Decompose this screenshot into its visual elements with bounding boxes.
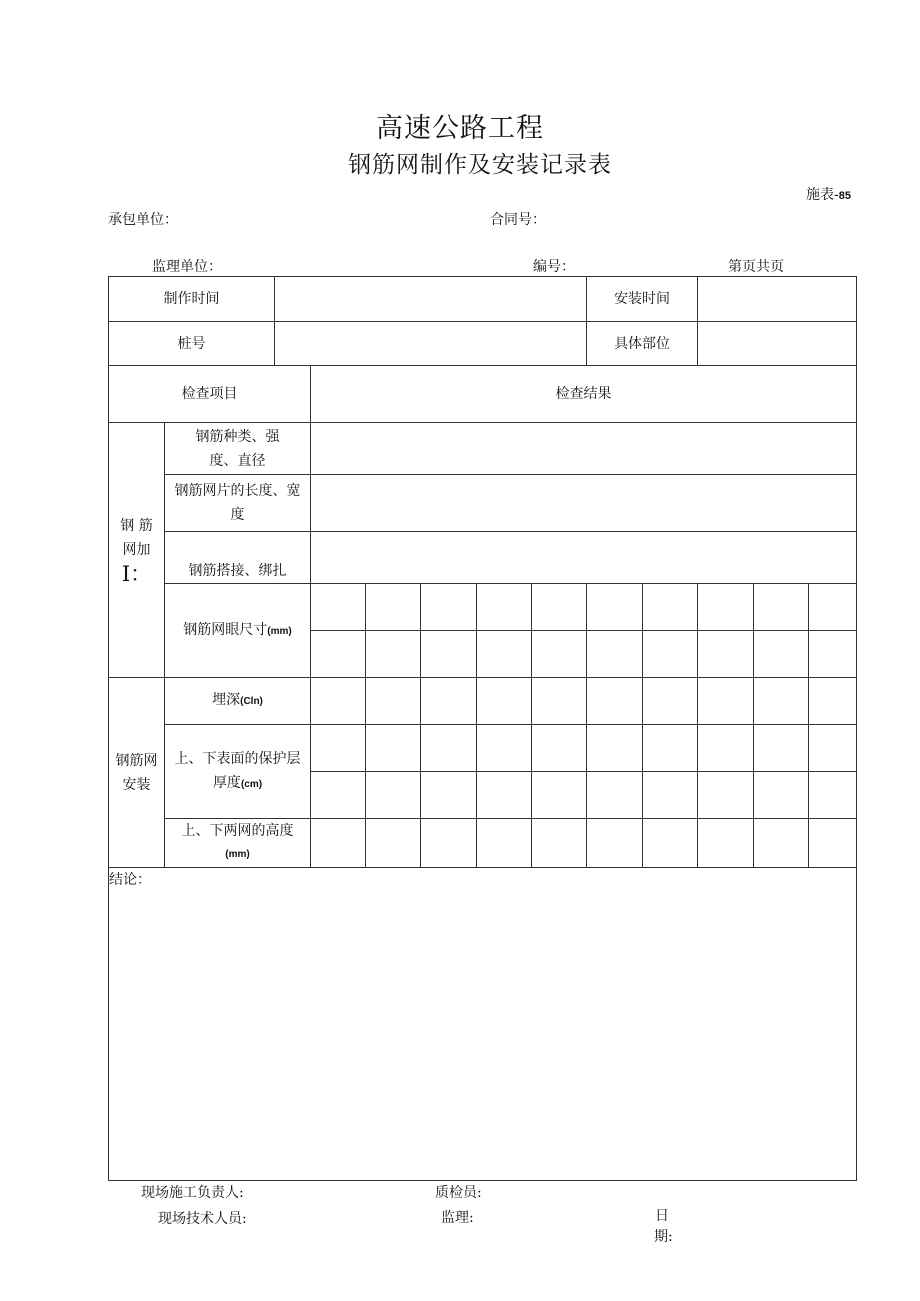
contractor-label: 承包单位：	[108, 212, 178, 228]
lap-binding-result[interactable]	[311, 532, 857, 584]
mesh-cell[interactable]	[477, 584, 532, 631]
mesh-cell[interactable]	[532, 584, 587, 631]
cover-cell[interactable]	[754, 772, 809, 819]
cover-cell[interactable]	[366, 725, 421, 772]
height-cell[interactable]	[587, 819, 643, 868]
cover-cell[interactable]	[311, 725, 366, 772]
doc-title: 高速公路工程	[376, 113, 544, 144]
cover-thickness-label: 上、下表面的保护层 厚度(cm)	[165, 725, 311, 819]
cover-cell[interactable]	[698, 772, 754, 819]
mesh-size-label: 钢筋网片的长度、宽 度	[165, 475, 311, 532]
pile-no-label: 桩号	[109, 322, 275, 366]
height-cell[interactable]	[311, 819, 366, 868]
location-value[interactable]	[698, 322, 857, 366]
qc-label: 质检员:	[435, 1185, 482, 1201]
mesh-cell[interactable]	[754, 631, 809, 678]
cover-cell[interactable]	[809, 725, 857, 772]
install-time-label: 安装时间	[587, 277, 698, 322]
cover-cell[interactable]	[421, 772, 477, 819]
mesh-cell[interactable]	[809, 584, 857, 631]
mesh-opening-label: 钢筋网眼尺寸(mm)	[165, 584, 311, 678]
cover-cell[interactable]	[421, 725, 477, 772]
height-cell[interactable]	[421, 819, 477, 868]
site-manager-label: 现场施工负责人:	[141, 1185, 244, 1201]
processing-group-label: 钢 筋 网加 I：	[109, 423, 165, 678]
depth-cell[interactable]	[311, 678, 366, 725]
check-result-header: 检查结果	[311, 366, 857, 423]
cover-cell[interactable]	[754, 725, 809, 772]
cover-cell[interactable]	[809, 772, 857, 819]
make-time-label: 制作时间	[109, 277, 275, 322]
mesh-cell[interactable]	[311, 584, 366, 631]
form-code-number: 85	[838, 190, 851, 202]
mesh-cell[interactable]	[643, 631, 698, 678]
install-time-value[interactable]	[698, 277, 857, 322]
height-cell[interactable]	[643, 819, 698, 868]
install-group-label: 钢筋网 安装	[109, 678, 165, 868]
mesh-cell[interactable]	[532, 631, 587, 678]
mesh-cell[interactable]	[421, 584, 477, 631]
date-label-line2: 期:	[654, 1229, 673, 1245]
cover-cell[interactable]	[532, 725, 587, 772]
depth-cell[interactable]	[477, 678, 532, 725]
record-table	[108, 276, 857, 1181]
doc-subtitle: 钢筋网制作及安装记录表	[348, 152, 612, 178]
number-label: 编号：	[533, 259, 575, 275]
lap-binding-label: 钢筋搭接、绑扎	[165, 532, 311, 584]
burial-depth-label: 埋深(Cln)	[165, 678, 311, 725]
mesh-cell[interactable]	[366, 631, 421, 678]
make-time-value[interactable]	[275, 277, 587, 322]
mesh-cell[interactable]	[587, 584, 643, 631]
height-cell[interactable]	[366, 819, 421, 868]
cover-cell[interactable]	[587, 772, 643, 819]
depth-cell[interactable]	[643, 678, 698, 725]
cover-cell[interactable]	[643, 725, 698, 772]
tech-staff-label: 现场技术人员:	[158, 1211, 247, 1227]
mesh-cell[interactable]	[643, 584, 698, 631]
cover-cell[interactable]	[643, 772, 698, 819]
depth-cell[interactable]	[532, 678, 587, 725]
mesh-cell[interactable]	[698, 584, 754, 631]
cover-cell[interactable]	[477, 772, 532, 819]
mesh-cell[interactable]	[421, 631, 477, 678]
mesh-cell[interactable]	[698, 631, 754, 678]
mesh-cell[interactable]	[754, 584, 809, 631]
contract-no-label: 合同号：	[490, 212, 546, 228]
cover-cell[interactable]	[366, 772, 421, 819]
mesh-cell[interactable]	[477, 631, 532, 678]
supervisor-label: 监理单位：	[152, 259, 222, 275]
mesh-cell[interactable]	[809, 631, 857, 678]
cover-cell[interactable]	[311, 772, 366, 819]
mesh-height-label: 上、下两网的高度 (mm)	[165, 819, 311, 868]
supervision-label: 监理:	[441, 1210, 474, 1226]
mesh-cell[interactable]	[311, 631, 366, 678]
page-label: 第页共页	[728, 259, 784, 275]
height-cell[interactable]	[754, 819, 809, 868]
height-cell[interactable]	[532, 819, 587, 868]
date-label-line1: 日	[655, 1208, 669, 1224]
cover-cell[interactable]	[587, 725, 643, 772]
form-code	[806, 184, 851, 204]
depth-cell[interactable]	[809, 678, 857, 725]
height-cell[interactable]	[809, 819, 857, 868]
rebar-type-result[interactable]	[311, 423, 857, 475]
mesh-cell[interactable]	[366, 584, 421, 631]
depth-cell[interactable]	[754, 678, 809, 725]
cover-cell[interactable]	[477, 725, 532, 772]
depth-cell[interactable]	[587, 678, 643, 725]
height-cell[interactable]	[698, 819, 754, 868]
depth-cell[interactable]	[698, 678, 754, 725]
cover-cell[interactable]	[698, 725, 754, 772]
depth-cell[interactable]	[366, 678, 421, 725]
depth-cell[interactable]	[421, 678, 477, 725]
conclusion-label: 结论：	[109, 872, 151, 888]
mesh-cell[interactable]	[587, 631, 643, 678]
location-label: 具体部位	[587, 322, 698, 366]
cover-cell[interactable]	[532, 772, 587, 819]
form-code-prefix: 施表-	[806, 187, 839, 203]
rebar-type-label: 钢筋种类、强 度、直径	[165, 423, 311, 475]
check-item-header: 检查项目	[109, 366, 311, 423]
conclusion-area[interactable]	[109, 868, 857, 1181]
pile-no-value[interactable]	[275, 322, 587, 366]
height-cell[interactable]	[477, 819, 532, 868]
mesh-size-result[interactable]	[311, 475, 857, 532]
